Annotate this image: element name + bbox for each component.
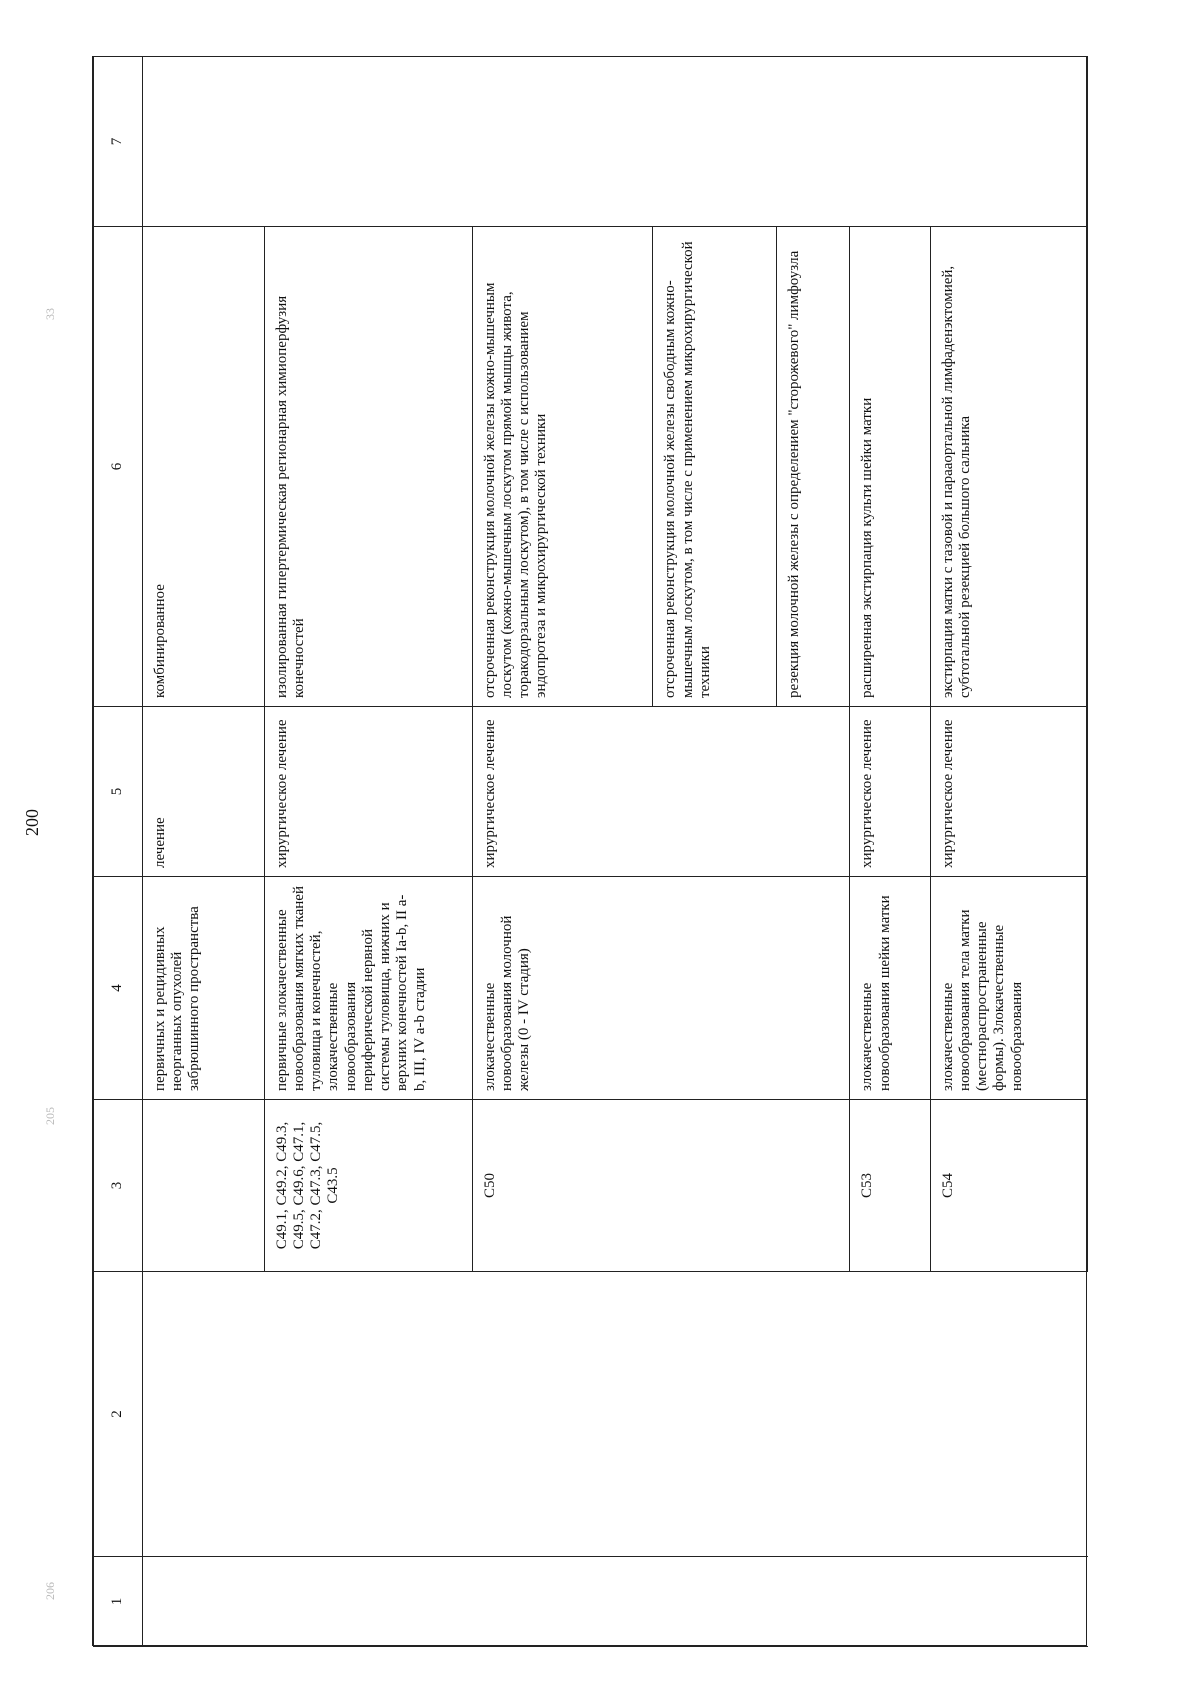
- treatment-type-cell: хирургическое лечение: [472, 707, 850, 877]
- scan-mark: 205: [43, 1107, 57, 1125]
- diagnosis-cell: первичных и рецидивных неорганных опухолей забрюшинного пространства: [142, 877, 264, 1100]
- treatment-method-cell: экстирпация матки с тазовой и парааортальной лимфаденэктомией, субтотальной резекцией большого сальника: [930, 227, 1087, 707]
- icd-code-cell: [142, 1100, 264, 1272]
- treatment-method-cell: расширенная экстирпация культи шейки матки: [850, 227, 930, 707]
- header-row: [94, 57, 143, 1647]
- column-number-5: 5: [94, 707, 143, 877]
- column-number-6: 6: [94, 227, 143, 707]
- rotated-table-sheet: [92, 56, 1087, 1646]
- treatment-type-cell: хирургическое лечение: [930, 707, 1087, 877]
- column-number-7: 7: [94, 57, 143, 227]
- icd-code-cell: C50: [472, 1100, 850, 1272]
- icd-code-cell: C53: [850, 1100, 930, 1272]
- treatment-method-cell: отсроченная реконструкция молочной железы свободным кожно-мышечным лоскутом, в том числе с применением микрохирургической техники: [653, 227, 777, 707]
- diagnosis-cell: злокачественные новообразования шейки матки: [850, 877, 930, 1100]
- treatment-method-cell: отсроченная реконструкция молочной железы кожно-мышечным лоскутом (кожно-мышечным лоскутом прямой мышцы живота, торакодорзальным лоскутом), в том числе с использованием эндопротеза и микрохирургической техники: [472, 227, 653, 707]
- page-number: 200: [22, 809, 42, 836]
- table-row: [142, 57, 264, 1647]
- table-rotation-wrapper: [93, 57, 1088, 1647]
- treatment-type-cell: хирургическое лечение: [264, 707, 472, 877]
- treatment-type-cell: лечение: [142, 707, 264, 877]
- icd-code-cell: C54: [930, 1100, 1087, 1272]
- diagnosis-cell: первичные злокачественные новообразования мягких тканей туловища и конечностей, злокачественные новообразования периферической нервной системы туловища, нижних и верхних конечностей Ia-b, II a-b, III, IV a-b стадии: [264, 877, 472, 1100]
- medical-care-table: [93, 56, 1088, 1647]
- column-number-4: 4: [94, 877, 143, 1100]
- treatment-method-cell: комбинированное: [142, 227, 264, 707]
- column-number-3: 3: [94, 1100, 143, 1272]
- treatment-type-cell: хирургическое лечение: [850, 707, 930, 877]
- empty-column-7-cell: [142, 57, 1087, 227]
- scan-mark: 33: [43, 308, 57, 320]
- column-number-2: 2: [94, 1272, 143, 1557]
- empty-column-2-cell: [142, 1272, 1087, 1557]
- scan-mark: 206: [43, 1582, 57, 1600]
- icd-code-cell: C49.1, C49.2, C49.3, C49.5, C49.6, C47.1, C47.2, C47.3, C47.5, C43.5: [264, 1100, 472, 1272]
- diagnosis-cell: злокачественные новообразования тела матки (местнораспространенные формы). Злокачественные новообразования: [930, 877, 1087, 1100]
- diagnosis-cell: злокачественные новообразования молочной железы (0 - IV стадия): [472, 877, 850, 1100]
- treatment-method-cell: резекция молочной железы с определением "сторожевого" лимфоузла: [777, 227, 850, 707]
- column-number-1: 1: [94, 1557, 143, 1647]
- treatment-method-cell: изолированная гипертермическая регионарная химиоперфузия конечностей: [264, 227, 472, 707]
- empty-column-1-cell: [142, 1557, 1087, 1647]
